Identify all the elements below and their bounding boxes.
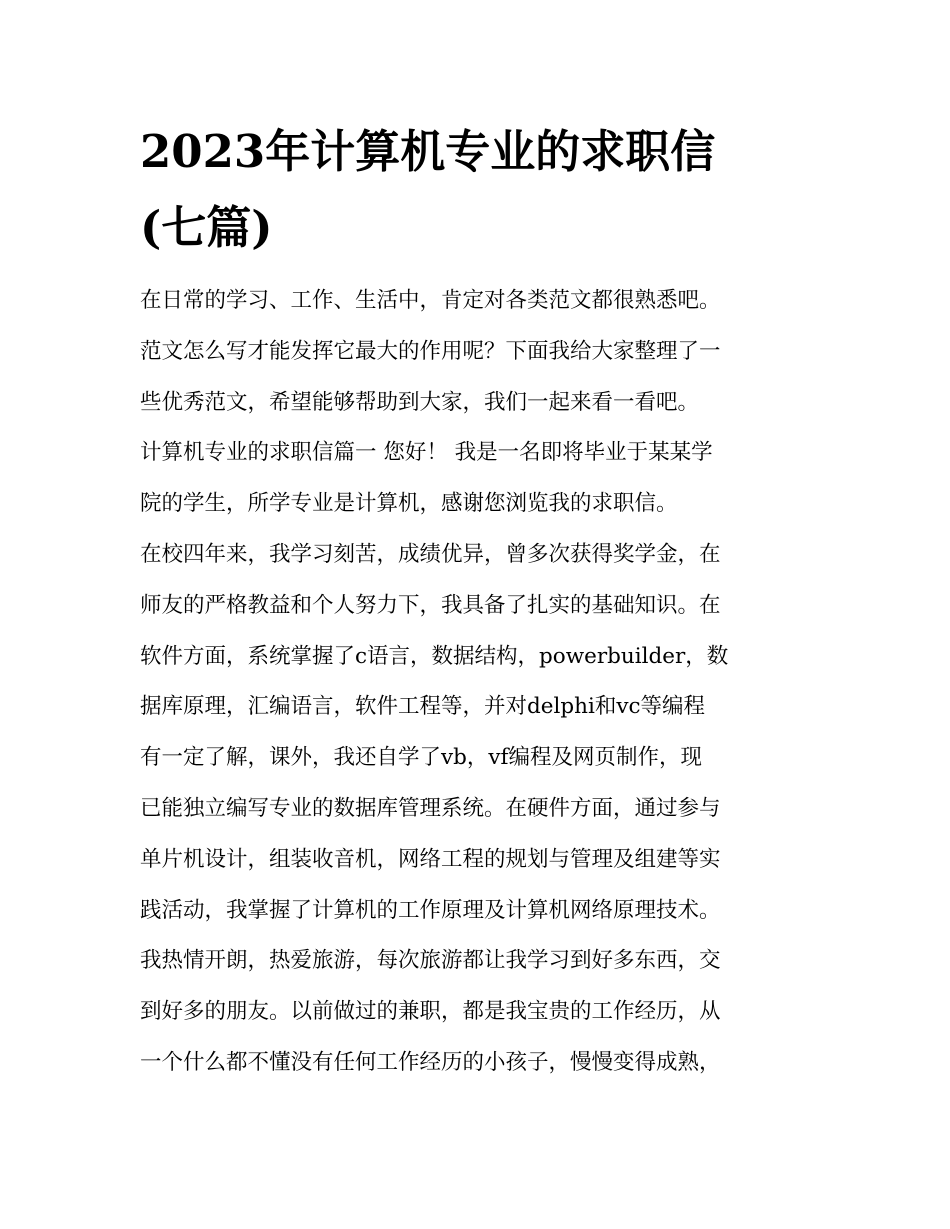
body-line: 到好多的朋友。以前做过的兼职，都是我宝贵的工作经历，从 xyxy=(140,999,721,1025)
body-line: 计算机专业的求职信篇一 您好！ 我是一名即将毕业于某某学 xyxy=(140,440,713,466)
body-line: 在日常的学习、工作、生活中，肯定对各类范文都很熟悉吧。 xyxy=(140,288,721,313)
title-line: 2023年计算机专业的求职信 xyxy=(140,125,716,178)
body-line: 单片机设计，组装收音机，网络工程的规划与管理及组建等实 xyxy=(140,846,721,872)
body-line: 软件方面，系统掌握了c语言，数据结构，powerbuilder，数 xyxy=(140,643,729,669)
title-line: (七篇) xyxy=(140,201,273,254)
document-body xyxy=(140,276,820,1089)
body-line: 已能独立编写专业的数据库管理系统。在硬件方面，通过参与 xyxy=(140,795,721,821)
body-line: 院的学生，所学专业是计算机，感谢您浏览我的求职信。 xyxy=(140,491,678,517)
document-title xyxy=(140,114,820,266)
body-line: 我热情开朗，热爱旅游，每次旅游都让我学习到好多东西，交 xyxy=(140,948,721,974)
body-line: 有一定了解，课外，我还自学了vb，vf编程及网页制作，现 xyxy=(140,745,703,771)
body-line: 一个什么都不懂没有任何工作经历的小孩子，慢慢变得成熟， xyxy=(140,1049,721,1075)
body-line: 些优秀范文，希望能够帮助到大家，我们一起来看一看吧。 xyxy=(140,389,700,415)
body-line: 据库原理，汇编语言，软件工程等，并对delphi和vc等编程 xyxy=(140,694,706,720)
body-line: 践活动，我掌握了计算机的工作原理及计算机网络原理技术。 xyxy=(140,897,721,923)
body-line: 师友的严格教益和个人努力下，我具备了扎实的基础知识。在 xyxy=(140,592,721,618)
body-line: 范文怎么写才能发挥它最大的作用呢？下面我给大家整理了一 xyxy=(140,338,721,364)
body-line: 在校四年来，我学习刻苦，成绩优异，曾多次获得奖学金，在 xyxy=(140,541,721,567)
